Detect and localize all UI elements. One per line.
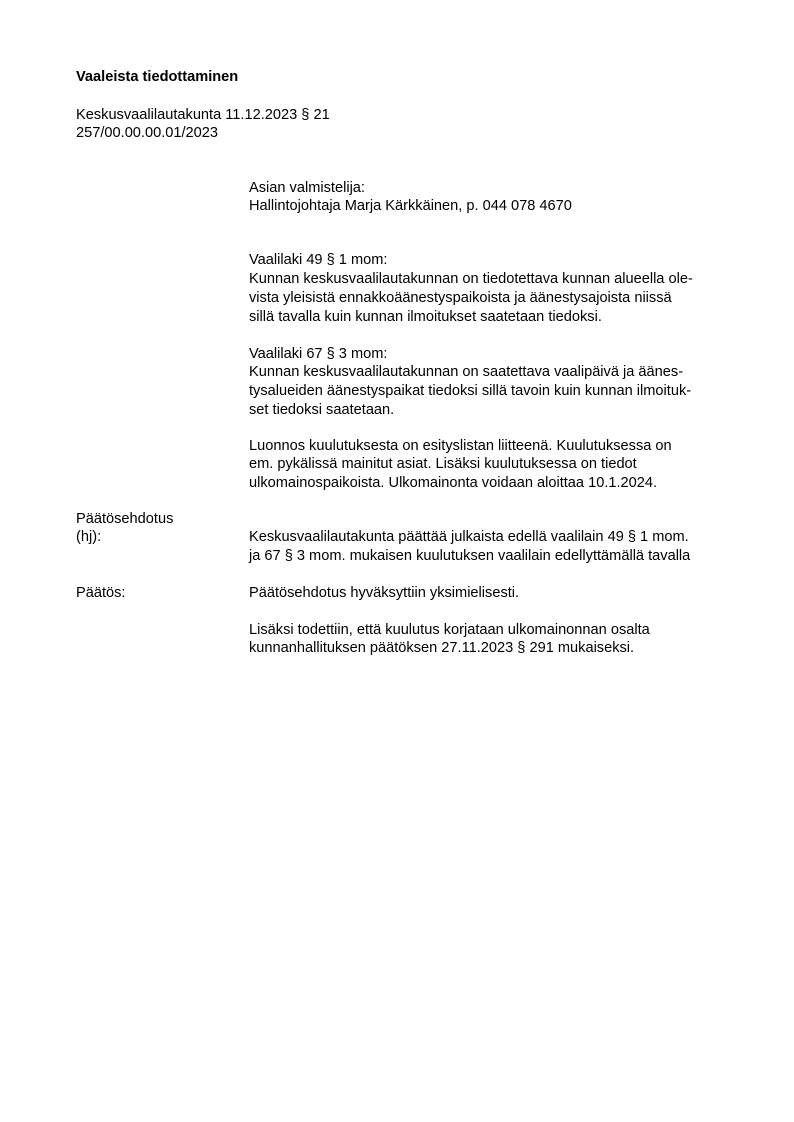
- proposal-label: Päätösehdotus: [76, 511, 174, 527]
- law2-heading: Vaalilaki 67 § 3 mom:: [249, 346, 388, 362]
- decision-extra-line: Lisäksi todettiin, että kuulutus korjataan ulkomainonnan osalta: [249, 622, 650, 638]
- draft-line: em. pykälissä mainitut asiat. Lisäksi kuulutuksessa on tiedot: [249, 456, 637, 472]
- document-title: Vaaleista tiedottaminen: [76, 69, 239, 85]
- draft-line: ulkomainospaikoista. Ulkomainonta voidaan aloittaa 10.1.2024.: [249, 475, 658, 491]
- law2-line: Kunnan keskusvaalilautakunnan on saatettava vaalipäivä ja äänes-: [249, 364, 684, 380]
- law1-line: vista yleisistä ennakkoäänestyspaikoista ja äänestysajoista niissä: [249, 290, 672, 306]
- meeting-reference: Keskusvaalilautakunta 11.12.2023 § 21: [76, 107, 330, 123]
- decision-extra-line: kunnanhallituksen päätöksen 27.11.2023 § 291 mukaiseksi.: [249, 640, 635, 656]
- preparer-label: Asian valmistelija:: [249, 180, 365, 196]
- law2-line: set tiedoksi saatetaan.: [249, 402, 395, 418]
- law1-heading: Vaalilaki 49 § 1 mom:: [249, 252, 388, 268]
- law2-line: tysalueiden äänestyspaikat tiedoksi sillä tavoin kuin kunnan ilmoituk-: [249, 383, 692, 399]
- preparer-value: Hallintojohtaja Marja Kärkkäinen, p. 044 078 4670: [249, 198, 572, 214]
- decision-text: Päätösehdotus hyväksyttiin yksimielisesti.: [249, 585, 520, 601]
- law1-line: Kunnan keskusvaalilautakunnan on tiedotettava kunnan alueella ole-: [249, 271, 693, 287]
- record-number: 257/00.00.00.01/2023: [76, 125, 219, 141]
- law1-line: sillä tavalla kuin kunnan ilmoitukset saatetaan tiedoksi.: [249, 309, 602, 325]
- proposal-line: ja 67 § 3 mom. mukaisen kuulutuksen vaalilain edellyttämällä tavalla: [249, 548, 691, 564]
- proposal-label-preparer: (hj):: [76, 529, 102, 545]
- decision-label: Päätös:: [76, 585, 126, 601]
- proposal-line: Keskusvaalilautakunta päättää julkaista edellä vaalilain 49 § 1 mom.: [249, 529, 689, 545]
- draft-line: Luonnos kuulutuksesta on esityslistan liitteenä. Kuulutuksessa on: [249, 438, 672, 454]
